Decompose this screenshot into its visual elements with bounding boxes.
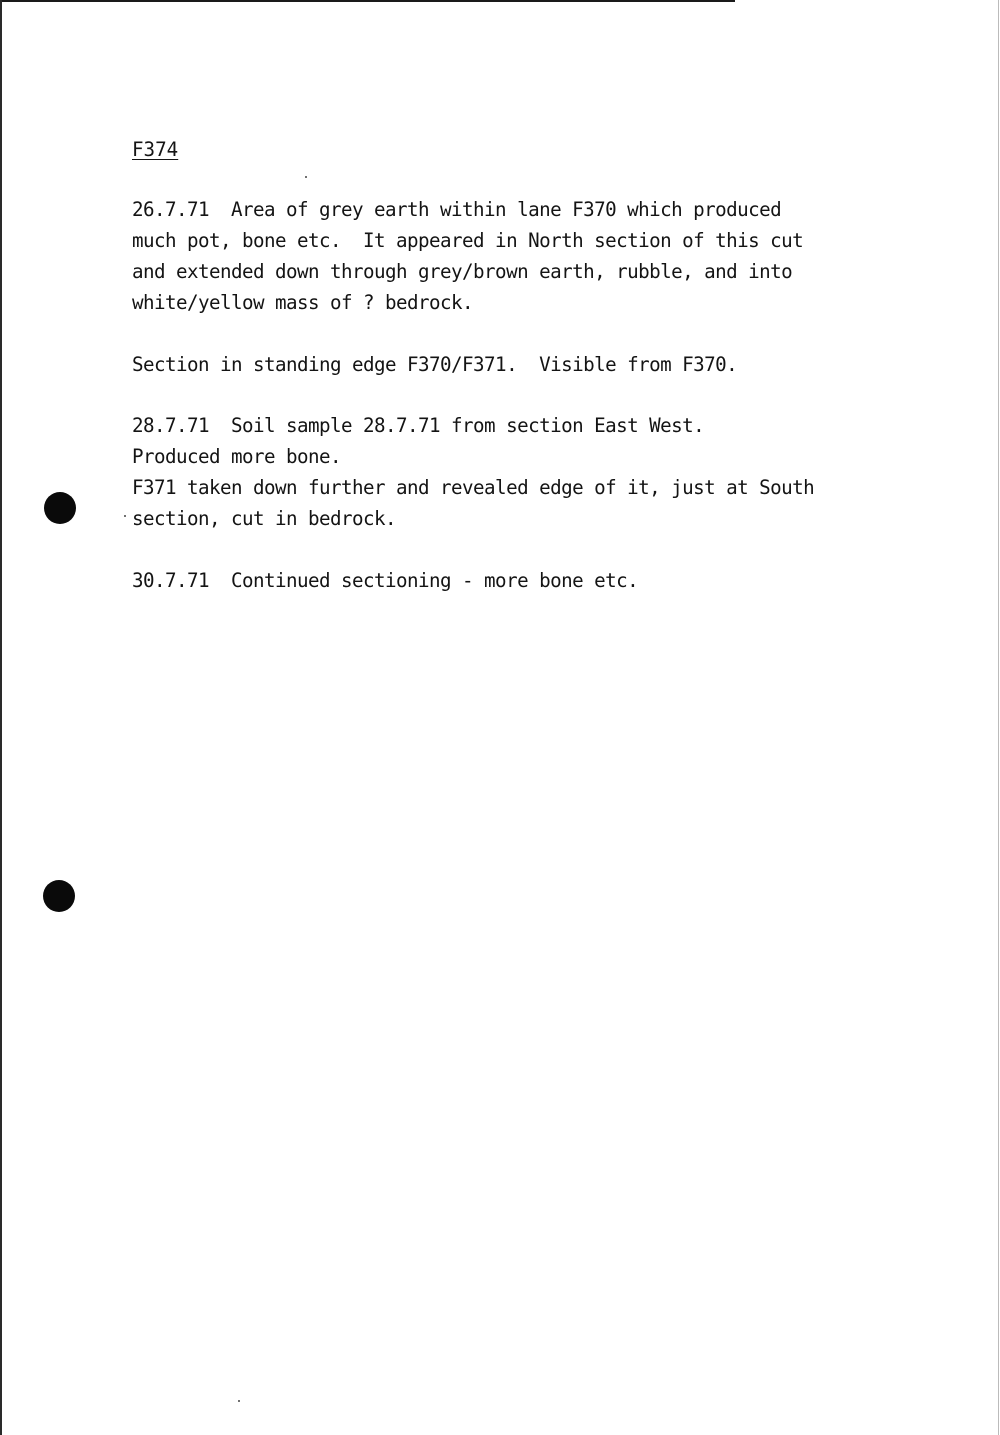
entry-line: section, cut in bedrock.: [132, 507, 397, 530]
entry-line: F371 taken down further and revealed edge of it, just at South: [132, 476, 815, 499]
speck: [238, 1400, 240, 1402]
entry-line: much pot, bone etc. It appeared in North section of this cut: [132, 229, 804, 252]
entry-line: 30.7.71 Continued sectioning - more bone etc.: [132, 569, 639, 592]
page-left-edge: [0, 0, 2, 1435]
entry-line: and extended down through grey/brown earth, rubble, and into: [132, 260, 793, 283]
entry-line: Section in standing edge F370/F371. Visible from F370.: [132, 353, 738, 376]
speck: [305, 176, 307, 178]
entry-line: white/yellow mass of ? bedrock.: [132, 291, 474, 314]
speck: [124, 515, 126, 517]
entry-line: 28.7.71 Soil sample 28.7.71 from section East West.: [132, 414, 705, 437]
page-right-edge: [998, 0, 999, 1435]
feature-heading: F374: [132, 138, 179, 161]
punch-hole-top: [44, 492, 76, 524]
entry-line: Produced more bone.: [132, 445, 342, 468]
entry-line: 26.7.71 Area of grey earth within lane F370 which produced: [132, 198, 782, 221]
punch-hole-bottom: [43, 880, 75, 912]
page-top-edge: [0, 0, 735, 2]
